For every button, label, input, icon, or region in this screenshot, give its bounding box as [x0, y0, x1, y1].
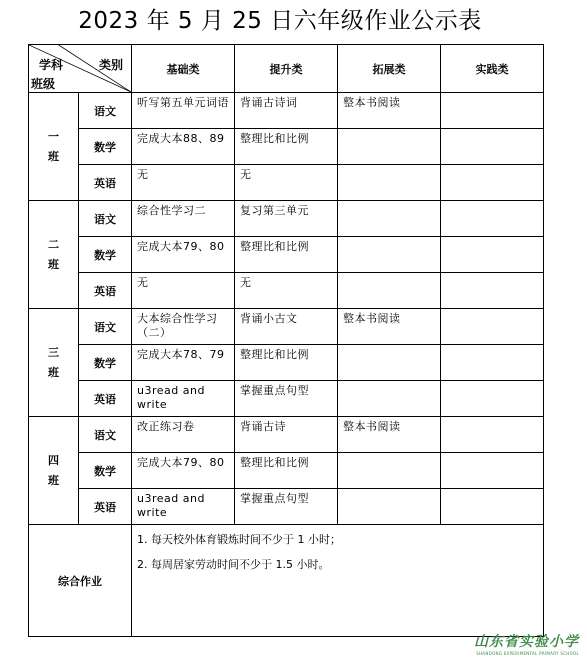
homework-cell-practice: [441, 237, 544, 273]
table-row: [29, 129, 544, 165]
comprehensive-notes: [132, 525, 544, 637]
homework-cell-extend: 整本书阅读: [338, 309, 441, 345]
subject-cell: 英语: [79, 381, 132, 417]
class-name-cell: 一班: [29, 93, 79, 201]
table-row: [29, 165, 544, 201]
homework-cell-practice: [441, 129, 544, 165]
homework-cell-improve: 掌握重点句型: [235, 381, 338, 417]
subject-cell: 语文: [79, 309, 132, 345]
homework-cell-practice: [441, 93, 544, 129]
homework-cell-basic: 完成大本78、79: [132, 345, 235, 381]
subject-cell: 英语: [79, 489, 132, 525]
homework-cell-basic: 无: [132, 165, 235, 201]
homework-cell-practice: [441, 201, 544, 237]
homework-cell-extend: [338, 201, 441, 237]
homework-cell-extend: 整本书阅读: [338, 93, 441, 129]
class-name-cell: 三班: [29, 309, 79, 417]
subject-cell: 英语: [79, 165, 132, 201]
homework-cell-improve: 背诵小古文: [235, 309, 338, 345]
table-row: [29, 309, 544, 345]
homework-cell-improve: 整理比和比例: [235, 345, 338, 381]
table-row: [29, 417, 544, 453]
homework-cell-extend: [338, 453, 441, 489]
homework-cell-extend: [338, 489, 441, 525]
homework-cell-improve: 无: [235, 273, 338, 309]
homework-cell-basic: 完成大本79、80: [132, 237, 235, 273]
homework-cell-improve: 背诵古诗词: [235, 93, 338, 129]
homework-table: [28, 44, 544, 637]
subject-cell: 语文: [79, 201, 132, 237]
homework-cell-extend: [338, 237, 441, 273]
homework-cell-improve: 复习第三单元: [235, 201, 338, 237]
category-axis-label: 类别: [98, 58, 123, 72]
homework-cell-practice: [441, 345, 544, 381]
note-item: 2. 每周居家劳动时间不少于 1.5 小时。: [137, 558, 330, 571]
table-row: [29, 345, 544, 381]
homework-cell-improve: 无: [235, 165, 338, 201]
note-item: 1. 每天校外体育锻炼时间不少于 1 小时；: [137, 533, 341, 546]
table-row: [29, 201, 544, 237]
subject-cell: 语文: [79, 93, 132, 129]
column-header-basic: 基础类: [132, 45, 235, 93]
subject-cell: 数学: [79, 129, 132, 165]
subject-cell: 数学: [79, 237, 132, 273]
homework-cell-basic: u3read and write: [132, 489, 235, 525]
subject-cell: 英语: [79, 273, 132, 309]
subject-axis-label: 学科: [39, 58, 64, 72]
page-title: 2023 年 5 月 25 日六年级作业公示表: [78, 8, 482, 34]
subject-cell: 数学: [79, 453, 132, 489]
subject-cell: 语文: [79, 417, 132, 453]
comprehensive-row: [29, 525, 544, 637]
homework-cell-extend: [338, 129, 441, 165]
homework-cell-basic: 听写第五单元词语: [132, 93, 235, 129]
homework-cell-extend: 整本书阅读: [338, 417, 441, 453]
homework-cell-improve: 掌握重点句型: [235, 489, 338, 525]
homework-cell-improve: 整理比和比例: [235, 453, 338, 489]
table-row: [29, 93, 544, 129]
header-row: [29, 45, 544, 93]
column-header-practice: 实践类: [441, 45, 544, 93]
homework-cell-practice: [441, 273, 544, 309]
homework-cell-extend: [338, 381, 441, 417]
homework-cell-basic: 完成大本79、80: [132, 453, 235, 489]
homework-cell-practice: [441, 381, 544, 417]
homework-cell-basic: 大本综合性学习（二）: [132, 309, 235, 345]
homework-cell-improve: 整理比和比例: [235, 237, 338, 273]
homework-cell-practice: [441, 165, 544, 201]
homework-cell-practice: [441, 489, 544, 525]
homework-cell-improve: 整理比和比例: [235, 129, 338, 165]
homework-cell-extend: [338, 273, 441, 309]
table-row: [29, 237, 544, 273]
homework-cell-basic: 改正练习卷: [132, 417, 235, 453]
homework-cell-basic: 无: [132, 273, 235, 309]
homework-cell-basic: u3read and write: [132, 381, 235, 417]
column-header-extend: 拓展类: [338, 45, 441, 93]
corner-header-cell: [29, 45, 132, 93]
class-name-cell: 二班: [29, 201, 79, 309]
table-row: [29, 453, 544, 489]
homework-cell-extend: [338, 345, 441, 381]
homework-cell-improve: 背诵古诗: [235, 417, 338, 453]
school-logo-subtitle: SHANDONG EXPERIMENTAL PRIMARY SCHOOL: [476, 651, 579, 656]
homework-cell-basic: 综合性学习二: [132, 201, 235, 237]
table-row: [29, 273, 544, 309]
class-name-cell: 四班: [29, 417, 79, 525]
school-logo: [474, 631, 579, 656]
homework-cell-practice: [441, 453, 544, 489]
class-axis-label: 班级: [31, 77, 56, 91]
homework-cell-basic: 完成大本88、89: [132, 129, 235, 165]
homework-cell-extend: [338, 165, 441, 201]
comprehensive-label: 综合作业: [29, 525, 132, 637]
column-header-improve: 提升类: [235, 45, 338, 93]
homework-cell-practice: [441, 309, 544, 345]
school-logo-name: 山东省实验小学: [474, 634, 579, 650]
homework-cell-practice: [441, 417, 544, 453]
table-row: [29, 381, 544, 417]
table-row: [29, 489, 544, 525]
subject-cell: 数学: [79, 345, 132, 381]
